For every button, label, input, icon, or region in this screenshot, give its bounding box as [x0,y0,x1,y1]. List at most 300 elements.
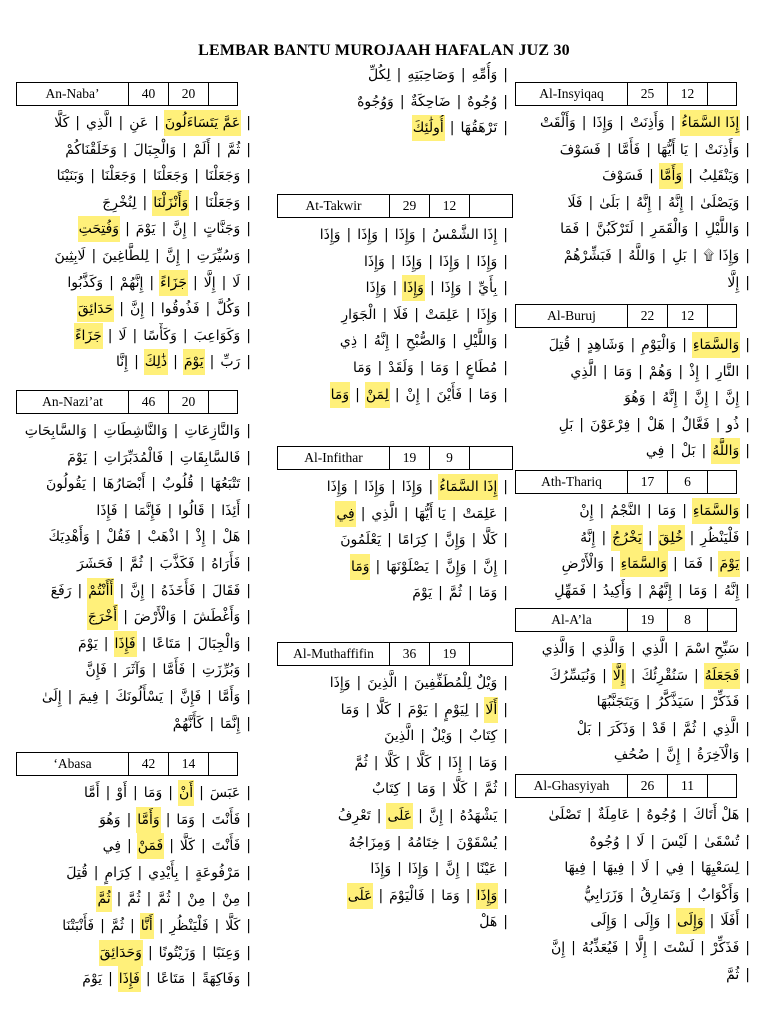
separator: | [472,558,478,575]
word: فَالْمُدَبِّرَاتِ [103,449,164,466]
word: وَأَغْطَشَ [192,609,241,626]
separator: | [670,443,675,460]
word: فَلْيَنْظُرِ [700,529,740,546]
separator: | [91,248,97,264]
word: لِسَعْيِهَا [700,860,740,877]
separator: | [403,505,409,522]
separator: | [700,694,705,711]
word: فَأَرَاهُ [211,556,241,572]
separator: | [165,811,171,828]
word: وَإِذَا [326,479,348,495]
separator: | [246,944,251,961]
word: كَلَّا [376,701,392,718]
separator: | [689,194,695,211]
separator: | [428,479,434,495]
surah-header [16,752,238,776]
separator: | [103,635,109,652]
separator: | [132,327,138,344]
separator: | [246,168,251,185]
verse-line [277,830,513,856]
word: هَلْ أَتَاكَ [693,807,740,823]
verse-line [277,697,513,723]
separator: | [503,808,508,824]
separator: | [672,720,677,737]
word: وَمَا [417,781,436,798]
surah-name: ‘Abasa [17,753,129,775]
word: وَكَذَّبُوا [67,274,104,291]
word: لِلطَّاغِينَ [102,248,150,264]
word: تَتْبَعُهَا [210,476,241,493]
separator: | [158,918,164,934]
separator: | [745,337,750,353]
word: وَزَيْتُونًا [158,944,196,961]
word: خِتَامُهُ [407,834,440,851]
word: فَالسَّابِقَاتِ [179,449,241,466]
word: فَقُلْ [106,529,131,546]
word: الَّذِي [570,363,597,380]
empty-cell [470,447,512,469]
separator: | [137,864,143,881]
verse-line [515,216,755,242]
separator: | [201,582,207,599]
word: فَعَّالٌ [681,416,710,433]
word: فَمَهِّلِ [554,582,587,599]
separator: | [420,728,425,745]
word: وَإِذَا [440,280,462,297]
separator: | [745,694,750,711]
word: إِنَّ [550,940,566,956]
separator: | [745,807,750,823]
word: وَمَا [478,386,498,403]
ayah-count: 40 [129,83,169,105]
separator: | [429,280,435,297]
word: وَالَّذِي [591,641,625,657]
separator: | [745,194,750,211]
separator: | [122,141,128,158]
word: وَكَوَاعِبَ [193,327,241,344]
separator: | [108,971,113,988]
separator: | [246,301,251,318]
separator: | [91,476,97,493]
ayah-count: 19 [390,447,430,469]
separator: | [686,747,691,764]
separator: | [645,694,651,711]
word: فَكَذَّبَ [159,556,195,572]
word: عَلِمَتْ [462,505,498,522]
word: إِذَا [448,754,463,771]
separator: | [209,715,215,732]
separator: | [503,505,508,522]
verse-line [515,359,755,385]
word: بَلِ [558,416,574,433]
line-count: 12 [668,305,708,327]
word: كَلَّا [179,838,195,855]
separator: | [693,833,699,850]
separator: | [636,416,641,433]
separator: | [581,641,586,657]
verse-line [16,684,256,710]
word: فَبَشِّرْهُمْ [563,248,612,264]
word: وَأَذِنَتْ [704,141,740,158]
word: إِذْ [195,529,206,546]
word: إِنَّ [445,861,460,878]
surah-header [277,446,513,470]
word: وَمَا [478,754,498,771]
separator: | [438,585,443,602]
highlighted-word: أَخْرَجَ [87,604,118,630]
word: فَلَا [567,194,583,211]
separator: | [655,747,661,764]
word: إِنَّ [483,558,498,575]
separator: | [666,913,672,930]
word: فَذُوقُوا [160,301,200,318]
word: إِنَّهُ [580,529,596,546]
separator: | [396,834,402,851]
surah-name: An-Naba’ [17,83,129,105]
verse-line [16,216,256,242]
separator: | [391,479,396,495]
separator: | [503,386,508,403]
ayah-count: 17 [628,471,668,493]
verse-line [16,296,256,322]
separator: | [123,502,129,519]
word: فَإِنَّ [85,662,107,679]
verse-line [16,604,256,630]
word: مَتَاعًا [156,971,186,988]
verse-line [16,418,256,444]
separator: | [588,194,594,211]
separator: | [107,327,113,344]
separator: | [503,887,508,904]
verse-line [277,776,513,802]
word: قُتِلَ [66,864,88,881]
word: يَوْمَ [135,221,156,238]
word: بَلْ [576,720,592,737]
separator: | [503,675,508,691]
verse-line [16,471,256,497]
separator: | [503,280,508,297]
word: قُتِلَ [548,337,571,353]
separator: | [692,248,698,264]
highlighted-word: وَأَنْزَلْنَا [152,190,189,216]
word: كَلَّا [452,781,468,798]
empty-cell [209,83,237,105]
word: يَوْمَ [82,971,103,988]
verse-line [16,631,256,657]
separator: | [77,582,83,599]
word: يَا أَيُّهَا [656,141,689,158]
separator: | [112,662,118,679]
word: وَإِذَا [364,479,385,495]
word: وَالْأَرْضَ [133,609,177,626]
separator: | [425,386,431,403]
word: فِيهَا [564,860,586,877]
separator: | [639,221,645,238]
separator: | [609,556,615,573]
highlighted-word: ثُمَّ [96,886,111,912]
ayah-count: 19 [628,609,668,631]
separator: | [714,390,720,407]
highlighted-word: فِي [335,501,355,527]
verse-line [515,412,755,438]
word: وَيَصْلَىٰ [700,194,740,211]
word: فِيمَ [78,689,99,705]
separator: | [428,253,433,270]
word: يَصْلَوْنَهَا [386,558,429,575]
word: فَأَخَذَهُ [161,582,196,599]
word: كَلَّا [482,532,498,549]
separator: | [125,221,130,238]
word: قَدْ [652,720,667,737]
word: وَشَاهِدٍ [586,337,625,353]
highlighted-word: يَوْمَ [183,349,205,375]
ayah-count: 36 [390,643,430,665]
word: كِتَابٌ [468,728,498,745]
separator: | [167,502,173,519]
word: إِلَّا [203,274,216,291]
separator: | [191,662,196,679]
separator: | [246,354,251,371]
separator: | [399,93,405,110]
word: الْجَوَارِ [341,306,377,323]
separator: | [503,914,508,931]
word: الَّذِي [712,720,740,737]
separator: | [670,115,676,131]
verse-line [277,580,513,606]
separator: | [592,582,597,599]
word: وَمَا [352,360,372,376]
word: وَالْقَمَرِ [650,221,689,238]
word: ثُمَّ [110,918,125,934]
verse-line [277,249,513,275]
separator: | [745,886,750,903]
word: وَهُمْ [648,363,673,380]
verse-line [16,524,256,550]
separator: | [392,280,398,297]
word: وَلَقَدْ [388,360,414,376]
word: وَوُجُوهٌ [357,93,394,110]
separator: | [375,558,381,575]
separator: | [346,227,352,243]
separator: | [630,667,636,684]
word: وَنَمَارِقُ [640,886,681,903]
separator: | [142,168,147,185]
separator: | [467,280,473,297]
verse-line [277,883,513,909]
separator: | [421,227,427,243]
separator: | [745,363,750,380]
separator: | [503,253,508,270]
line-count: 12 [430,195,470,217]
word: وَذَكَرَ [608,720,636,737]
separator: | [406,781,412,798]
separator: | [246,635,251,652]
word: وَمَا [478,585,498,602]
word: إِنَّهُ [636,194,652,211]
separator: | [745,966,750,983]
separator: | [465,253,471,270]
separator: | [214,918,220,934]
separator: | [678,363,684,380]
word: وَهُوَ [624,390,646,407]
separator: | [119,582,125,599]
separator: | [745,443,750,460]
word: بِأَيِّ [478,280,498,297]
separator: | [246,274,251,291]
word: فَأَنْتَ [211,811,241,828]
verse-line [16,445,256,471]
separator: | [104,689,110,705]
separator: | [647,529,653,546]
separator: | [118,115,124,131]
verse-line [515,935,755,961]
separator: | [199,785,204,801]
highlighted-word: عَمَّ يَتَسَاءَلُونَ [164,110,241,136]
word: بِأَيْدِي [148,864,179,881]
separator: | [119,301,125,318]
word: فَأَنْتَ [211,838,241,855]
highlighted-word: وَفُتِحَتِ [78,216,120,242]
separator: | [151,662,157,679]
separator: | [708,556,714,573]
separator: | [649,168,654,185]
word: وَأَكْوَابٌ [697,886,740,903]
separator: | [136,529,142,546]
empty-cell [209,753,237,775]
separator: | [745,168,750,185]
separator: | [745,582,750,599]
separator: | [376,808,382,824]
word: وَأَلْقَتْ [540,115,576,131]
separator: | [168,785,173,801]
surah-header [515,608,737,632]
word: وَالْجِبَالَ [197,635,241,652]
separator: | [745,720,750,737]
separator: | [503,781,508,798]
word: عَلِمَتْ [424,306,460,323]
separator: | [503,728,508,745]
word: فَيُعَذِّبُهُ [581,940,619,956]
separator: | [246,864,251,881]
word: أَفَلَا [720,913,740,930]
separator: | [445,834,451,851]
verse-line [16,913,256,939]
word: إِنَّهُ [723,582,740,599]
separator: | [246,785,251,801]
word: كِتَابٌ [372,781,401,798]
separator: | [678,582,683,599]
surah-header [16,82,238,106]
separator: | [682,337,687,353]
separator: | [246,918,251,934]
highlighted-word: وَإِلَى [676,908,705,934]
ayah-count: 42 [129,753,169,775]
separator: | [683,390,689,407]
separator: | [363,333,368,350]
word: يَسْأَلُونَكَ [115,689,164,705]
verse-line [515,190,755,216]
separator: | [503,532,508,549]
verse-line [16,860,256,886]
surah-header [515,470,737,494]
word: فَمَا [683,556,703,573]
verse-line [16,780,256,806]
word: يَوْمَ [407,701,428,718]
word: وَكُلَّ [216,301,241,318]
separator: | [173,354,178,371]
word: وَالنَّازِعَاتِ [184,423,241,439]
separator: | [154,115,159,131]
surah-header [16,390,238,414]
word: عَبَسَ [209,785,241,801]
ayah-count: 22 [628,305,668,327]
word: وَإِذَا [401,479,423,495]
word: فَأَمَّا [162,662,186,679]
word: إِذْ [689,363,700,380]
page-title: LEMBAR BANTU MUROJAAH HAFALAN JUZ 30 [198,42,570,59]
surah-header [277,642,513,666]
word: ثُمَّ [157,891,171,908]
empty-cell [209,391,237,413]
verse-line [277,115,513,141]
separator: | [387,532,392,549]
separator: | [246,556,251,572]
separator: | [130,918,135,934]
separator: | [209,354,215,371]
separator: | [441,781,447,798]
surah-name: Al-A’la [516,609,628,631]
verse-line [515,716,755,742]
separator: | [652,940,658,956]
verse-line [515,110,755,136]
word: وَجَنَّاتٍ [203,221,241,238]
word: إِنْ [405,386,420,403]
separator: | [693,667,699,684]
separator: | [465,861,471,878]
highlighted-word: فَإِذَا [114,631,137,657]
word: إِنَّ [130,301,145,318]
separator: | [601,529,607,546]
word: كِرَامًا [397,532,428,549]
highlighted-word: فَإِذَا [118,966,141,992]
separator: | [655,860,660,877]
word: يَوْمَ [67,449,88,466]
word: إِنَّهُمْ [119,274,144,291]
verse-line [16,551,256,577]
separator: | [474,701,480,718]
separator: | [373,754,379,771]
separator: | [689,529,695,546]
separator: | [142,194,148,211]
separator: | [434,861,440,878]
verse-line [277,723,513,749]
verse-line [277,750,513,776]
verse-line [515,525,755,551]
word: فَأَيْنَ [436,386,463,403]
separator: | [246,715,251,732]
separator: | [378,887,384,904]
separator: | [116,891,122,908]
separator: | [503,360,508,376]
word: إِنَّهُ [668,194,684,211]
word: قَالُوا [178,502,205,519]
separator: | [452,333,457,350]
separator: | [182,141,187,158]
highlighted-word: وَاللَّهُ [711,438,740,464]
word: وَأَمَّا [217,689,241,705]
separator: | [597,720,602,737]
surah-name: At-Takwir [278,195,390,217]
